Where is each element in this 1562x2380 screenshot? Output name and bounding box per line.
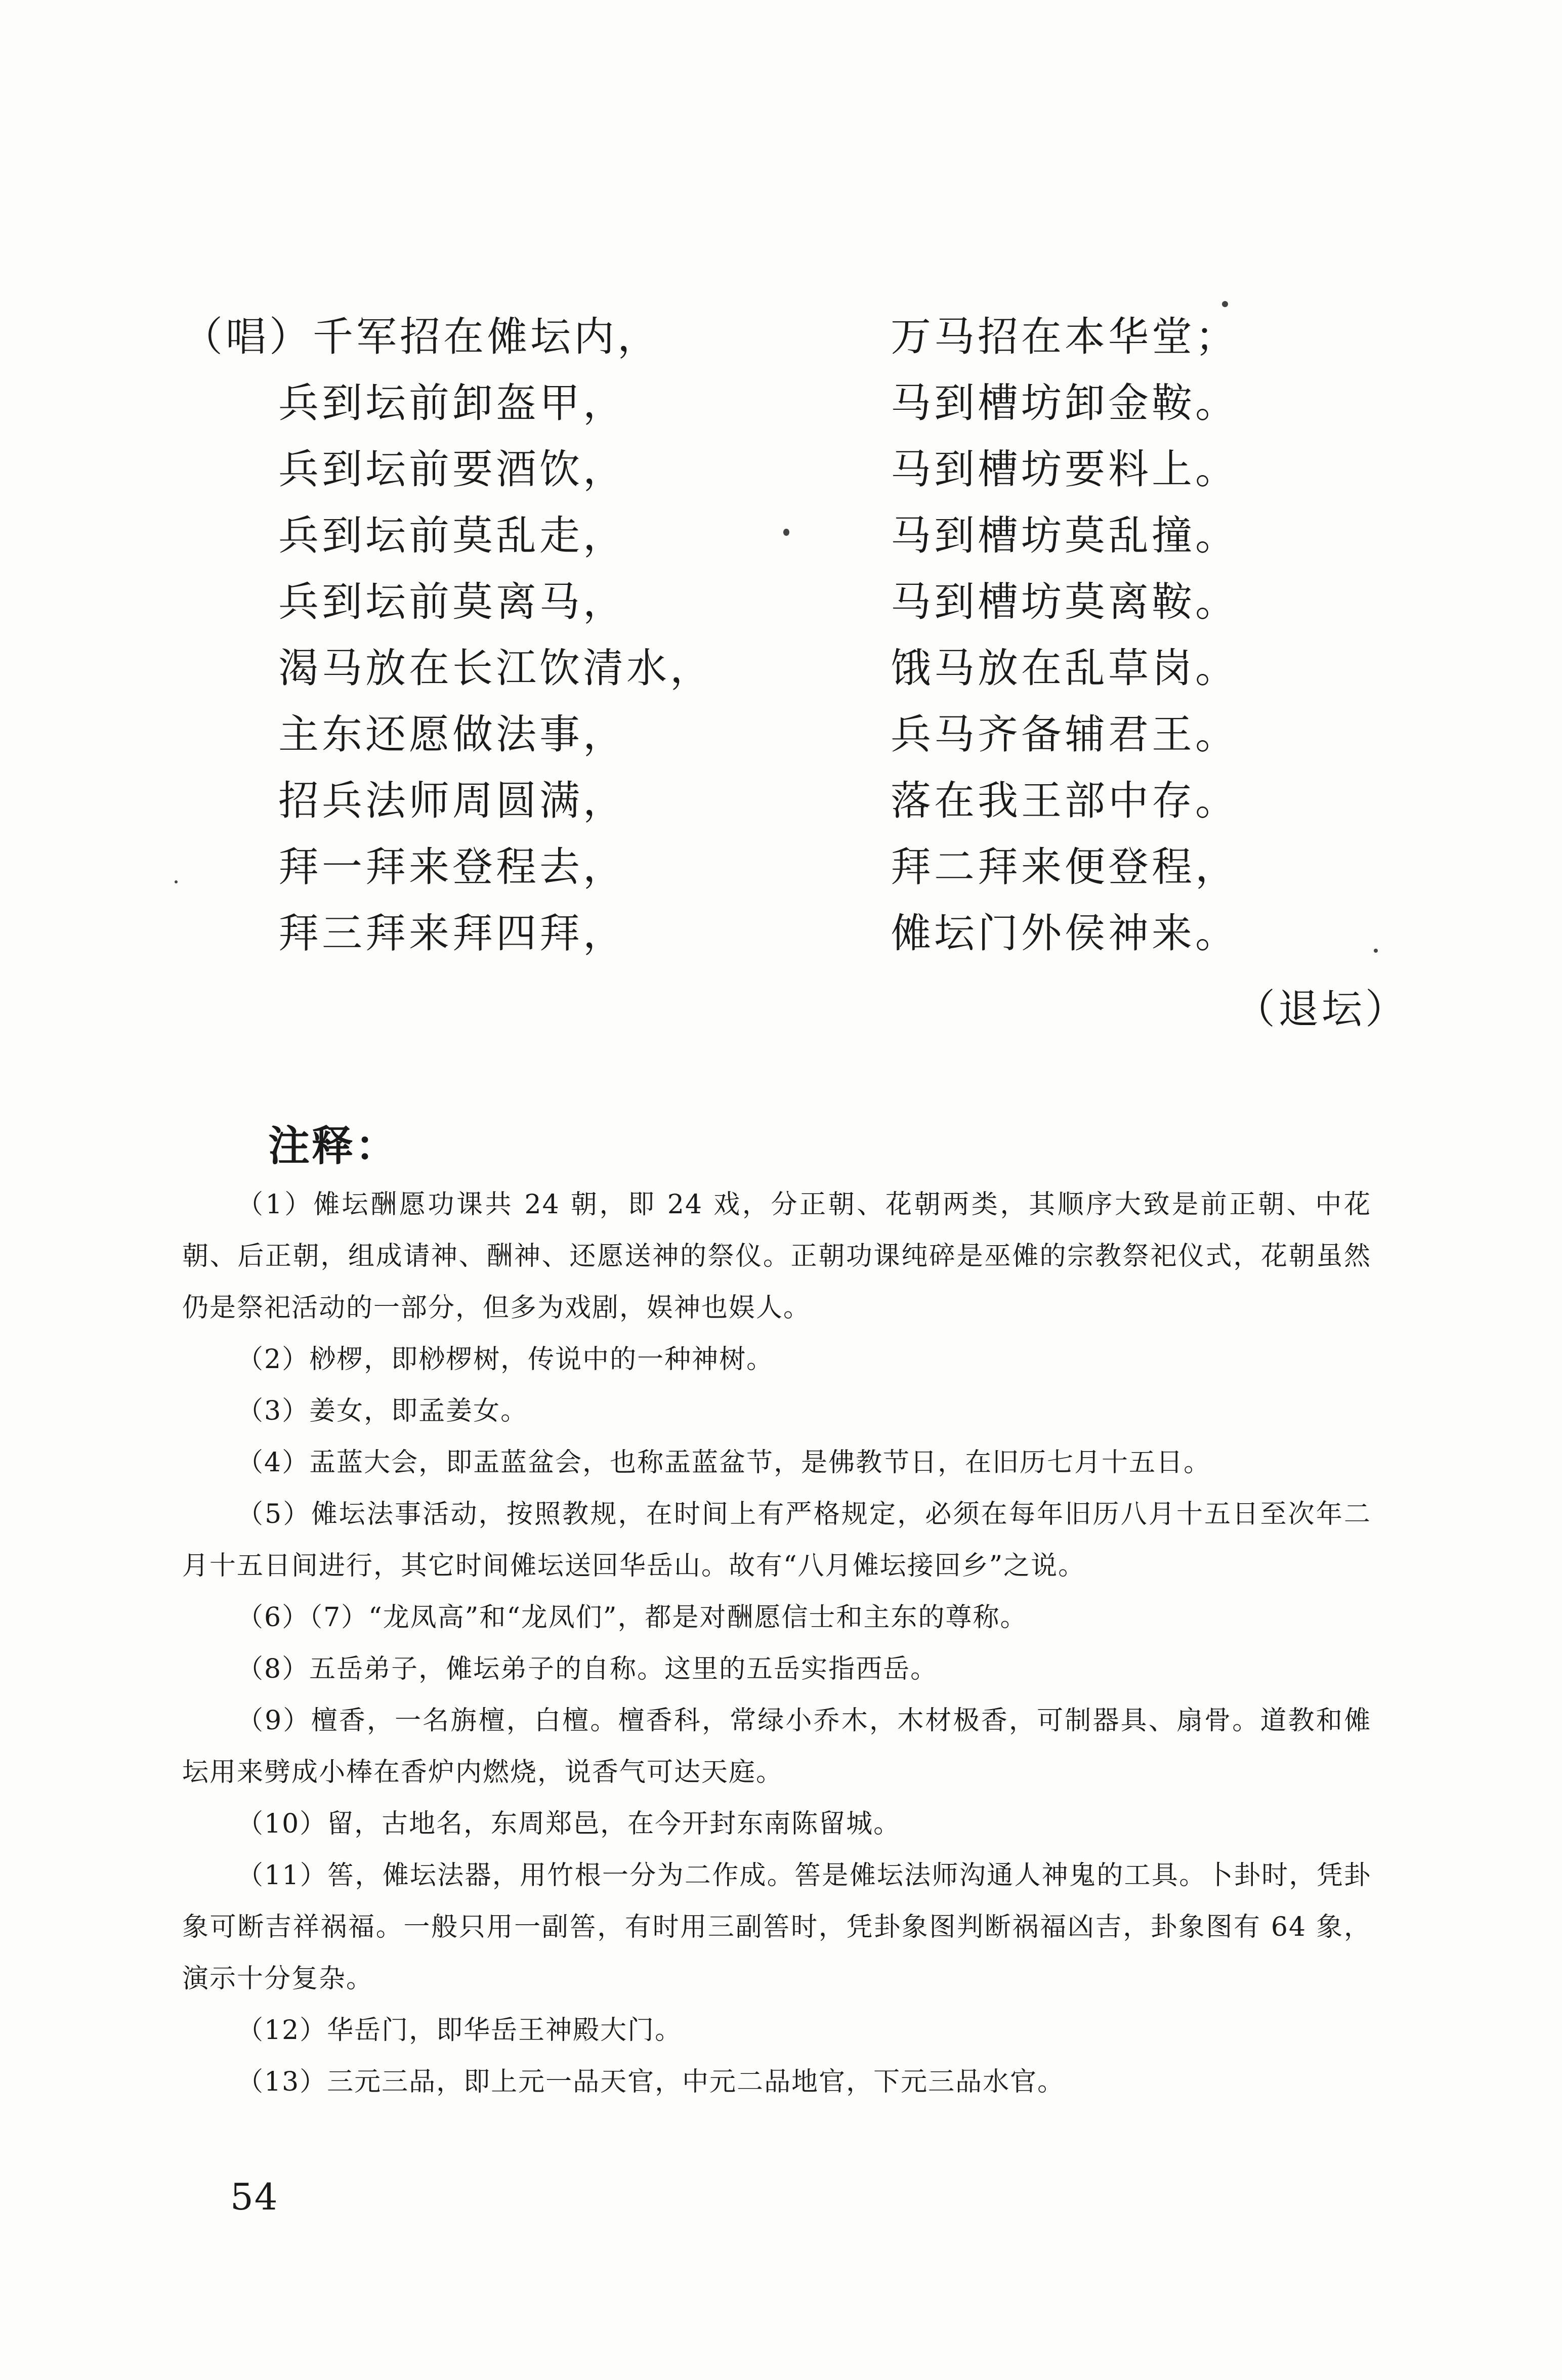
scan-speck — [175, 880, 178, 883]
verse-line-right: 拜二拜来便登程， — [891, 843, 1239, 890]
scan-speck — [783, 529, 789, 536]
notes-heading: 注释： — [268, 1122, 399, 1170]
verse-line-right: 傩坛门外侯神来。 — [891, 910, 1239, 957]
scan-speck — [1222, 301, 1228, 307]
verse-row — [182, 502, 1397, 569]
note-item: （6）（7）“龙凤高”和“龙凤们”，都是对酬愿信士和主东的尊称。 — [237, 1602, 1028, 1633]
verse-line-left: 拜三拜来拜四拜， — [278, 910, 626, 957]
verse-line-left: 兵到坛前莫乱走， — [278, 512, 626, 559]
page-number: 54 — [230, 2176, 279, 2218]
stage-direction: （退坛） — [1235, 986, 1409, 1033]
verse-row — [182, 370, 1397, 436]
note-item: （11）筶，傩坛法器，用竹根一分为二作成。筶是傩坛法师沟通人神鬼的工具。卜卦时，凭卦象可断吉祥祸福。一般只用一副筶，有时用三副筶时，凭卦象图判断祸福凶吉，卦象图有 64 象，演示十分复杂。 — [182, 1860, 1371, 1994]
verse-line-right: 马到槽坊要料上。 — [891, 446, 1239, 493]
verse-line-left: 拜一拜来登程去， — [278, 843, 626, 890]
verse-line-right: 马到槽坊卸金鞍。 — [891, 379, 1239, 427]
note-item: （4）盂蓝大会，即盂蓝盆会，也称盂蓝盆节，是佛教节日，在旧历七月十五日。 — [237, 1448, 1211, 1478]
note-item: （13）三元三品，即上元一品天官，中元二品地官，下元三品水官。 — [237, 2067, 1065, 2097]
verse-line-right: 万马招在本华堂； — [891, 313, 1239, 360]
verse-row — [182, 436, 1397, 502]
scan-speck — [1374, 949, 1378, 953]
verse-line-right: 马到槽坊莫乱撞。 — [891, 512, 1239, 559]
verse-row — [182, 900, 1397, 966]
note-item: （9）檀香，一名旃檀，白檀。檀香科，常绿小乔木，木材极香，可制器具、扇骨。道教和傩坛用来劈成小棒在香炉内燃烧，说香气可达天庭。 — [182, 1706, 1371, 1788]
verse-line-left: 主东还愿做法事， — [278, 711, 626, 758]
verse-line-right: 兵马齐备辅君王。 — [891, 711, 1239, 758]
verse-line-left: 招兵法师周圆满， — [278, 777, 626, 824]
verse-row — [182, 304, 1397, 370]
verse-line-right: 饿马放在乱草岗。 — [891, 645, 1239, 692]
verse-row — [182, 768, 1397, 834]
verse-line-left: （唱）千军招在傩坛内， — [182, 313, 661, 360]
note-item: （5）傩坛法事活动，按照教规，在时间上有严格规定，必须在每年旧历八月十五日至次年二月十五日间进行，其它时间傩坛送回华岳山。故有“八月傩坛接回乡”之说。 — [182, 1499, 1371, 1581]
verse-line-left: 渴马放在长江饮清水， — [278, 645, 713, 692]
verse-row — [182, 635, 1397, 701]
verse-row — [182, 569, 1397, 635]
note-item: （10）留，古地名，东周郑邑，在今开封东南陈留城。 — [237, 1809, 901, 1839]
note-item: （12）华岳门，即华岳王神殿大门。 — [237, 2015, 683, 2046]
notes-list — [182, 1179, 1371, 2108]
verse-line-right: 马到槽坊莫离鞍。 — [891, 578, 1239, 625]
verse-line-right: 落在我王部中存。 — [891, 777, 1239, 824]
verse-line-left: 兵到坛前莫离马， — [278, 578, 626, 625]
note-item: （1）傩坛酬愿功课共 24 朝，即 24 戏，分正朝、花朝两类，其顺序大致是前正朝、中花朝、后正朝，组成请神、酬神、还愿送神的祭仪。正朝功课纯碎是巫傩的宗教祭祀仪式，花朝虽然仍是祭祀活动的一部分，但多为戏剧，娱神也娱人。 — [182, 1189, 1371, 1323]
verse-section — [182, 304, 1397, 966]
verse-line-left: 兵到坛前要酒饮， — [278, 446, 626, 493]
verse-row — [182, 834, 1397, 900]
note-item: （2）桫椤，即桫椤树，传说中的一种神树。 — [237, 1344, 774, 1375]
verse-line-left: 兵到坛前卸盔甲， — [278, 379, 626, 427]
verse-row — [182, 701, 1397, 768]
note-item: （8）五岳弟子，傩坛弟子的自称。这里的五岳实指西岳。 — [237, 1654, 938, 1684]
note-item: （3）姜女，即孟姜女。 — [237, 1396, 528, 1426]
